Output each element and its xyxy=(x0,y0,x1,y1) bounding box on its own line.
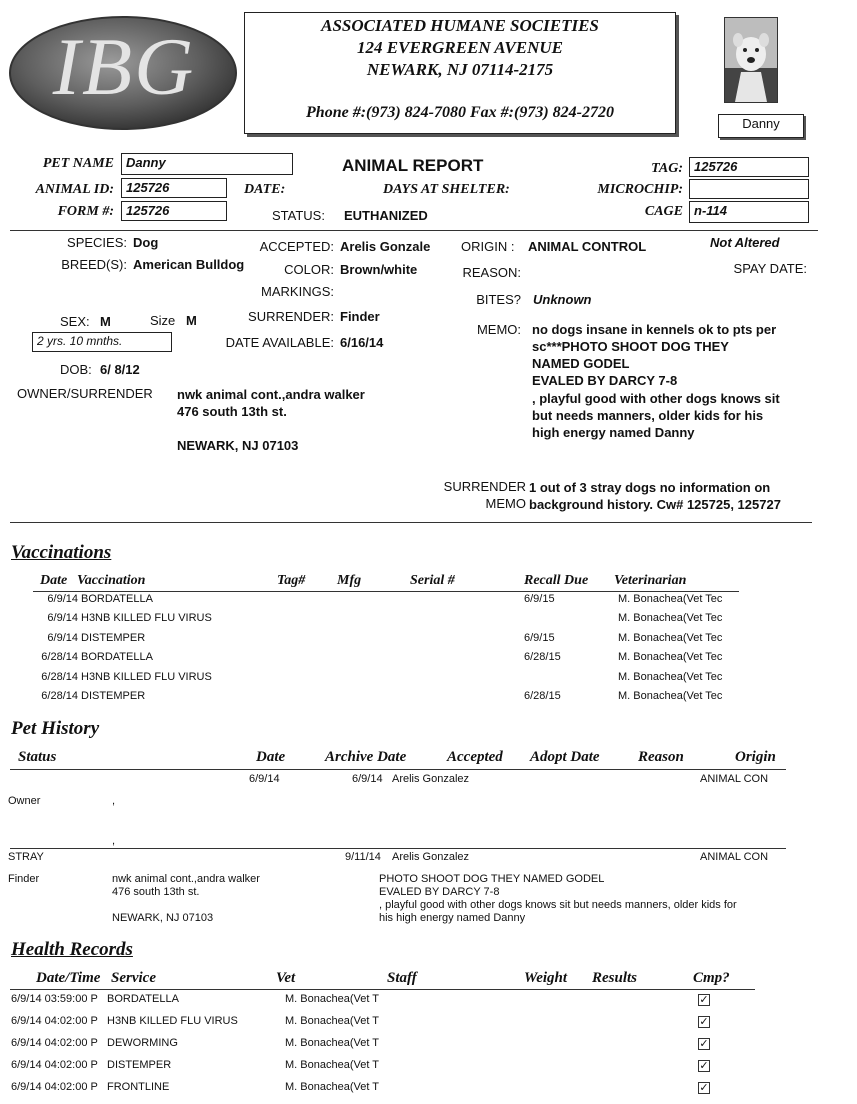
vacc-vet: M. Bonachea(Vet Tec xyxy=(618,593,723,605)
vacc-date: 6/9/14 xyxy=(47,593,78,605)
completed-checkbox-icon[interactable]: ✓ xyxy=(699,1059,709,1072)
bites-label: BITES? xyxy=(476,292,521,307)
hist-header-date: Date xyxy=(256,749,286,765)
tag-field: 125726 xyxy=(689,157,809,177)
details-divider xyxy=(10,522,812,523)
pet-name-field: Danny xyxy=(121,153,293,175)
hist-owner-comma: , xyxy=(112,795,116,807)
bites-value: Unknown xyxy=(533,292,592,307)
hist-header-reason: Reason xyxy=(638,749,684,765)
vacc-name: H3NB KILLED FLU VIRUS xyxy=(81,671,212,683)
hist-header-adopt: Adopt Date xyxy=(530,749,600,765)
microchip-field xyxy=(689,179,809,199)
table-row xyxy=(0,593,857,613)
table-row xyxy=(0,1037,857,1057)
owner-line-4: NEWARK, NJ 07103 xyxy=(177,438,299,453)
vacc-recall: 6/9/15 xyxy=(524,593,555,605)
header-divider xyxy=(10,230,818,231)
health-records-title: Health Records xyxy=(11,939,133,960)
reason-label: REASON: xyxy=(462,265,521,280)
tag-label: TAG: xyxy=(651,161,683,176)
vacc-recall: 6/28/15 xyxy=(524,651,561,663)
vacc-recall: 6/9/15 xyxy=(524,632,555,644)
hist-finder-label: Finder xyxy=(8,873,40,885)
completed-checkbox-icon[interactable]: ✓ xyxy=(699,1037,709,1050)
health-service: H3NB KILLED FLU VIRUS xyxy=(107,1015,238,1027)
table-row xyxy=(0,1059,857,1079)
form-label: FORM #: xyxy=(57,204,114,219)
vacc-header-vaccination: Vaccination xyxy=(77,573,146,588)
vacc-name: BORDATELLA xyxy=(81,651,153,663)
logo-text: IBG xyxy=(52,21,196,112)
vacc-header-date: Date xyxy=(40,573,68,588)
vacc-date: 6/9/14 xyxy=(47,632,78,644)
hist-row-rule xyxy=(10,848,786,849)
health-service: FRONTLINE xyxy=(107,1081,170,1093)
hist-row1-date: 6/9/14 xyxy=(249,773,280,785)
surrender-memo-label-2: MEMO xyxy=(485,496,526,511)
memo-line-2: sc***PHOTO SHOOT DOG THEY xyxy=(532,339,729,354)
owner-line-1: nwk animal cont.,andra walker xyxy=(177,387,365,402)
days-at-shelter-label: DAYS AT SHELTER: xyxy=(383,182,510,197)
dob-label: DOB: xyxy=(60,362,92,377)
health-header-datetime: Date/Time xyxy=(36,970,101,986)
breed-value: American Bulldog xyxy=(133,257,245,272)
surrender-value: Finder xyxy=(340,309,380,324)
hist-row2-status: STRAY xyxy=(8,851,44,863)
memo-line-7: high energy named Danny xyxy=(532,425,695,440)
microchip-label: MICROCHIP: xyxy=(597,182,683,197)
status-label: STATUS: xyxy=(272,208,325,223)
vacc-name: DISTEMPER xyxy=(81,690,146,702)
hist-row2-origin: ANIMAL CON xyxy=(700,851,769,863)
vacc-header-vet: Veterinarian xyxy=(614,573,687,588)
memo-label: MEMO: xyxy=(476,322,521,337)
vacc-name: DISTEMPER xyxy=(81,632,146,644)
pet-history-title: Pet History xyxy=(11,718,100,739)
org-phone: Phone #:(973) 824-7080 Fax #:(973) 824-2720 xyxy=(306,104,614,121)
origin-label: ORIGIN : xyxy=(461,239,515,254)
species-label: SPECIES: xyxy=(67,235,127,250)
health-header-weight: Weight xyxy=(524,970,568,986)
cage-field: n-114 xyxy=(689,201,809,223)
date-available-label: DATE AVAILABLE: xyxy=(225,335,334,350)
photo-caption: Danny xyxy=(718,114,804,138)
table-row xyxy=(0,1081,857,1101)
table-row xyxy=(0,690,857,710)
vacc-name: H3NB KILLED FLU VIRUS xyxy=(81,612,212,624)
memo-line-6: but needs manners, older kids for his xyxy=(532,408,764,423)
health-datetime: 6/9/14 04:02:00 P xyxy=(11,1059,98,1071)
surrender-memo-1: 1 out of 3 stray dogs no information on xyxy=(529,480,771,495)
completed-checkbox-icon[interactable]: ✓ xyxy=(699,1081,709,1094)
table-row xyxy=(0,993,857,1013)
accepted-label: ACCEPTED: xyxy=(259,239,334,254)
vaccinations-title: Vaccinations xyxy=(11,542,112,563)
vacc-recall: 6/28/15 xyxy=(524,690,561,702)
surrender-memo-2: background history. Cw# 125725, 125727 xyxy=(529,497,781,512)
sex-value: M xyxy=(100,314,111,329)
memo-line-3: NAMED GODEL xyxy=(532,356,630,371)
vacc-vet: M. Bonachea(Vet Tec xyxy=(618,690,723,702)
vacc-vet: M. Bonachea(Vet Tec xyxy=(618,651,723,663)
hist-finder-memo-4: his high energy named Danny xyxy=(379,912,526,924)
health-header-cmp: Cmp? xyxy=(693,970,730,986)
color-value: Brown/white xyxy=(340,262,418,277)
breed-label: BREED(S): xyxy=(61,257,127,272)
animal-id-field: 125726 xyxy=(121,178,227,198)
health-header-rule xyxy=(10,989,755,990)
health-service: BORDATELLA xyxy=(107,993,179,1005)
hist-row1-accepted: Arelis Gonzalez xyxy=(392,773,470,785)
vacc-header-rule xyxy=(33,591,739,592)
owner-line-2: 476 south 13th st. xyxy=(177,404,287,419)
org-name: ASSOCIATED HUMANE SOCIETIES xyxy=(321,16,599,35)
table-row xyxy=(0,612,857,632)
vacc-header-tag: Tag# xyxy=(277,573,306,588)
dog-photo-icon xyxy=(725,18,777,102)
vacc-date: 6/9/14 xyxy=(47,612,78,624)
vacc-header-serial: Serial # xyxy=(410,573,455,588)
vacc-date: 6/28/14 xyxy=(41,690,78,702)
surrender-memo-label-1: SURRENDER xyxy=(443,479,526,494)
owner-surrender-label: OWNER/SURRENDER xyxy=(17,386,153,401)
age-field: 2 yrs. 10 mnths. xyxy=(32,332,172,352)
hist-finder-line-4: NEWARK, NJ 07103 xyxy=(112,912,214,924)
health-vet: M. Bonachea(Vet T xyxy=(285,1081,379,1093)
origin-value: ANIMAL CONTROL xyxy=(528,239,647,254)
health-datetime: 6/9/14 04:02:00 P xyxy=(11,1037,98,1049)
sex-label: SEX: xyxy=(60,314,90,329)
completed-checkbox-icon[interactable]: ✓ xyxy=(699,993,709,1006)
table-row xyxy=(0,632,857,652)
vacc-vet: M. Bonachea(Vet Tec xyxy=(618,632,723,644)
hist-header-archive: Archive Date xyxy=(325,749,407,765)
hist-header-accepted: Accepted xyxy=(447,749,503,765)
health-vet: M. Bonachea(Vet T xyxy=(285,1059,379,1071)
size-label: Size xyxy=(150,313,176,328)
vacc-header-recall: Recall Due xyxy=(524,573,589,588)
health-header-service: Service xyxy=(111,970,156,986)
hist-header-rule xyxy=(10,769,786,770)
health-header-staff: Staff xyxy=(387,970,417,986)
memo-line-5: , playful good with other dogs knows sit xyxy=(532,391,780,406)
pet-name-label: PET NAME xyxy=(42,156,114,171)
hist-row1-origin: ANIMAL CON xyxy=(700,773,769,785)
hist-finder-memo-3: , playful good with other dogs knows sit but needs manners, older kids for xyxy=(379,899,737,911)
vacc-vet: M. Bonachea(Vet Tec xyxy=(618,612,723,624)
surrender-label: SURRENDER: xyxy=(248,309,334,324)
health-service: DISTEMPER xyxy=(107,1059,172,1071)
memo-line-4: EVALED BY DARCY 7-8 xyxy=(532,373,678,388)
health-vet: M. Bonachea(Vet T xyxy=(285,1015,379,1027)
markings-label: MARKINGS: xyxy=(261,284,334,299)
report-title: ANIMAL REPORT xyxy=(342,156,484,175)
vacc-date: 6/28/14 xyxy=(41,671,78,683)
status-value: EUTHANIZED xyxy=(344,208,428,223)
cage-label: CAGE xyxy=(644,204,683,219)
health-datetime: 6/9/14 04:02:00 P xyxy=(11,1081,98,1093)
vacc-header-mfg: Mfg xyxy=(337,573,362,588)
date-label: DATE: xyxy=(244,182,286,197)
health-header-results: Results xyxy=(592,970,638,986)
date-available-value: 6/16/14 xyxy=(340,335,384,350)
completed-checkbox-icon[interactable]: ✓ xyxy=(699,1015,709,1028)
memo-line-1: no dogs insane in kennels ok to pts per xyxy=(532,322,777,337)
health-datetime: 6/9/14 04:02:00 P xyxy=(11,1015,98,1027)
health-header-vet: Vet xyxy=(276,970,296,986)
form-field: 125726 xyxy=(121,201,227,221)
accepted-value: Arelis Gonzale xyxy=(340,239,431,254)
table-row xyxy=(0,1015,857,1035)
vacc-vet: M. Bonachea(Vet Tec xyxy=(618,671,723,683)
health-vet: M. Bonachea(Vet T xyxy=(285,1037,379,1049)
size-value: M xyxy=(186,313,197,328)
hist-row1-archive: 6/9/14 xyxy=(352,773,383,785)
org-address: 124 EVERGREEN AVENUE xyxy=(357,38,563,57)
hist-owner-comma-2: , xyxy=(112,835,116,847)
spay-date-label: SPAY DATE: xyxy=(733,261,807,276)
health-service: DEWORMING xyxy=(107,1037,178,1049)
pet-photo xyxy=(724,17,778,103)
hist-finder-line-1: nwk animal cont.,andra walker xyxy=(112,873,260,885)
table-row xyxy=(0,671,857,691)
vacc-name: BORDATELLA xyxy=(81,593,153,605)
altered-status: Not Altered xyxy=(710,235,780,250)
hist-finder-line-2: 476 south 13th st. xyxy=(112,886,200,898)
color-label: COLOR: xyxy=(284,262,334,277)
hist-finder-memo-1: PHOTO SHOOT DOG THEY NAMED GODEL xyxy=(379,873,605,885)
table-row xyxy=(0,651,857,671)
org-city: NEWARK, NJ 07114-2175 xyxy=(366,60,554,79)
hist-row2-accepted: Arelis Gonzalez xyxy=(392,851,470,863)
health-vet: M. Bonachea(Vet T xyxy=(285,993,379,1005)
hist-finder-memo-2: EVALED BY DARCY 7-8 xyxy=(379,886,500,898)
hist-row2-archive: 9/11/14 xyxy=(345,851,381,863)
health-datetime: 6/9/14 03:59:00 P xyxy=(11,993,98,1005)
vacc-date: 6/28/14 xyxy=(41,651,78,663)
species-value: Dog xyxy=(133,235,159,250)
hist-header-status: Status xyxy=(18,749,57,765)
dob-value: 6/ 8/12 xyxy=(100,362,140,377)
hist-header-origin: Origin xyxy=(735,749,776,765)
animal-id-label: ANIMAL ID: xyxy=(35,182,114,197)
hist-owner-label: Owner xyxy=(8,795,41,807)
